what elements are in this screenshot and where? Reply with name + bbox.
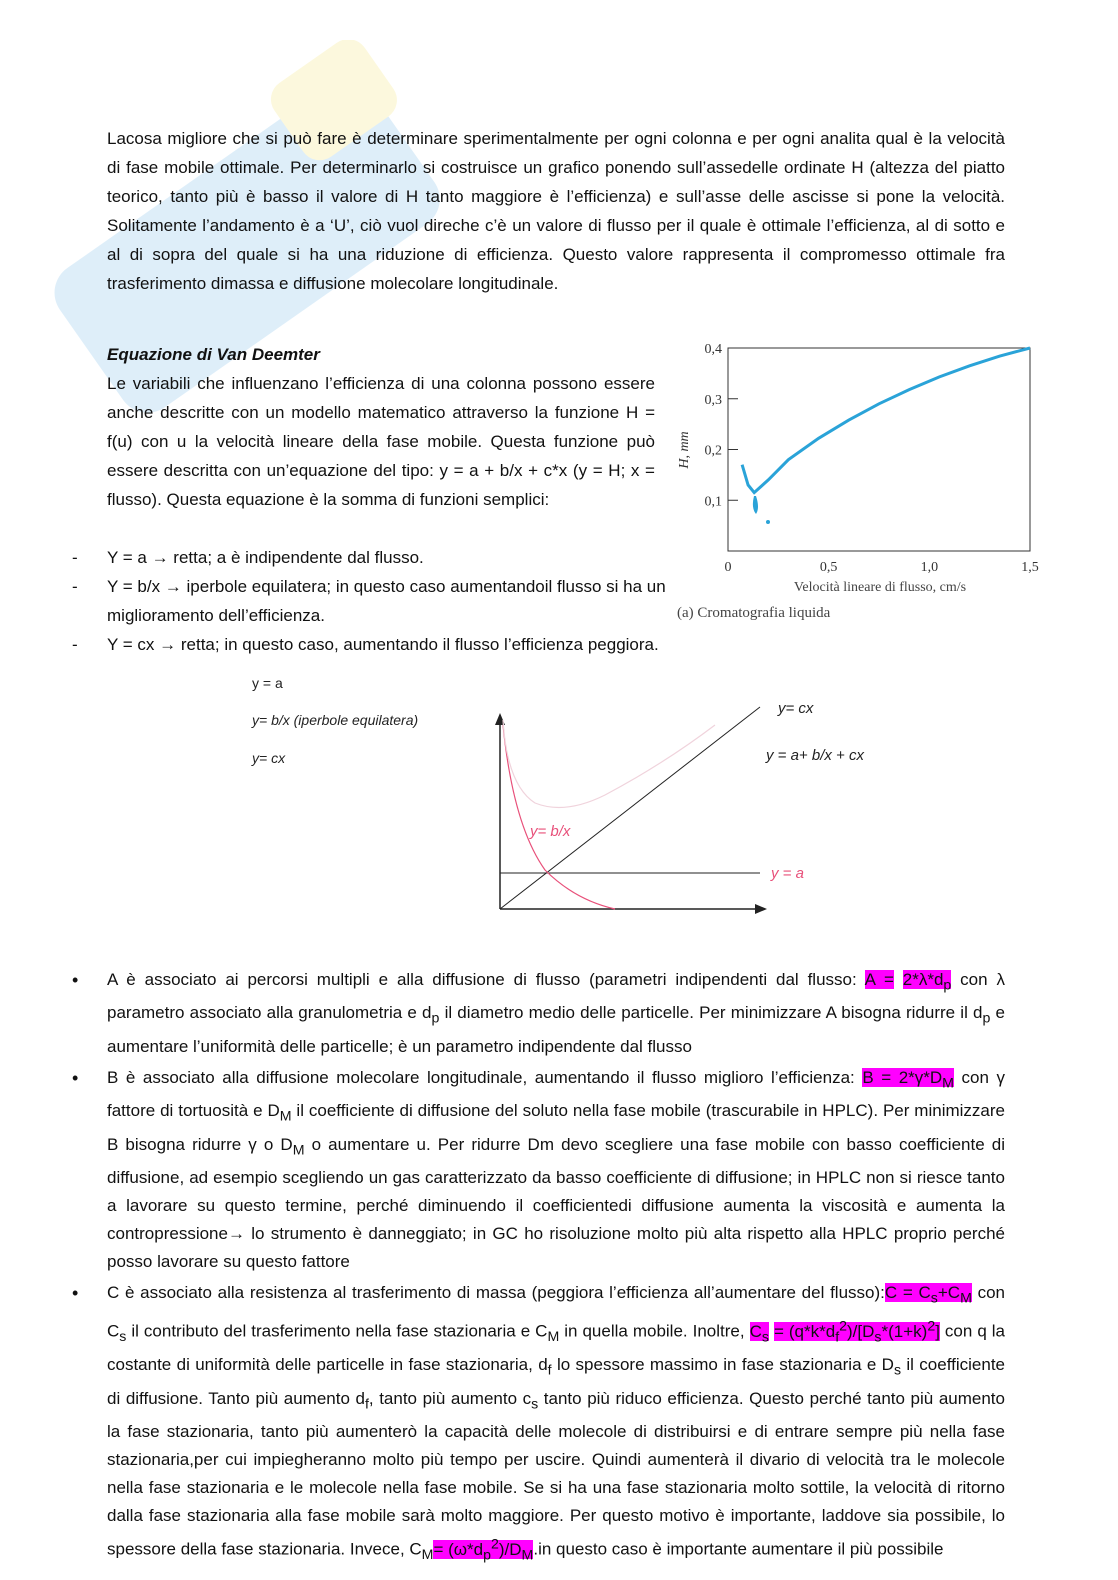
bullet-c bbox=[72, 1279, 1005, 1569]
bullet-text: A è associato ai percorsi multipli e alla diffusione di flusso (parametri indipendenti dal flusso: $A = 2*\lambda*d_p$ con λ parametro associato alla granulometria e $d_p$ il diametro medio delle particelle. Per minimizzare A bisogna ridurre il $d_p$ e aumentare l’uniformità delle particelle; è un parametro indipendente dal flusso bbox=[107, 970, 1005, 1056]
line-cx bbox=[500, 707, 760, 909]
label-a: y = a bbox=[771, 865, 804, 882]
y-axis-label: H, mm bbox=[677, 431, 692, 469]
list-item bbox=[72, 543, 722, 572]
bullet-b bbox=[72, 1064, 1005, 1276]
list-item bbox=[72, 572, 682, 630]
bullet-text: B è associato alla diffusione molecolare longitudinale, aumentando il flusso miglioro l’efficienza: $B = 2*\gamma*D_M$ con γ fattore di tortuosità e $D_M$ il coefficiente di diffusione del soluto nella fase mobile (trascurabile in HPLC). Per minimizzare B bisogna ridurre γ o $D_M$ o aumentare u. Per ridurre Dm devo scegliere una fase mobile con basso coefficiente di diffusione, ad esempio scegliendo un gas caratterizzato da basso coefficiente di diffusione; in HPLC non si riesce tanto a lavorare su questo termine, perché diminuendo il coefficientedi diffusione aumenta la viscosità e aumenta la contropressione→ lo strumento è danneggiato; in GC ho risoluzione molto più alta rispetto alla HPLC proprio perché posso lavorare su questo fattore bbox=[107, 1067, 1005, 1271]
dash-marker: - bbox=[72, 577, 78, 596]
label-bx: y= b/x bbox=[530, 823, 571, 840]
x-tick-label: 1,0 bbox=[920, 560, 939, 575]
bullet-a bbox=[72, 966, 1005, 1061]
x-axis-arrow bbox=[755, 904, 767, 914]
legend-item: y = a bbox=[252, 675, 283, 691]
label-cx: y= cx bbox=[778, 700, 814, 717]
van-deemter-chart bbox=[672, 336, 1052, 626]
x-tick-label: 0,5 bbox=[819, 560, 838, 575]
bullet-marker: • bbox=[72, 1067, 79, 1088]
dash-list bbox=[72, 543, 722, 659]
curve-sum bbox=[503, 720, 715, 808]
list-item-text: Y = a → retta; a è indipendente dal flusso. bbox=[107, 548, 424, 567]
legend-item: y= cx bbox=[252, 750, 286, 766]
x-tick-label: 1,5 bbox=[1021, 560, 1039, 575]
y-tick-label: 0,2 bbox=[704, 443, 722, 459]
bullet-list bbox=[72, 966, 1005, 1572]
list-item-text: Y = b/x → iperbole equilatera; in questo caso aumentandoil flusso si ha un miglioramento dell’efficienza. bbox=[107, 577, 666, 625]
plot-frame bbox=[728, 348, 1030, 551]
y-tick-label: 0,1 bbox=[704, 494, 722, 510]
dash-marker: - bbox=[72, 635, 78, 654]
list-item bbox=[72, 630, 722, 659]
curve-bx bbox=[503, 725, 615, 909]
y-tick-label: 0,4 bbox=[704, 342, 722, 357]
dash-marker: - bbox=[72, 548, 78, 567]
legend-item: y= b/x (iperbole equilatera) bbox=[252, 712, 419, 728]
list-item-text: Y = cx → retta; in questo caso, aumentando il flusso l’efficienza peggiora. bbox=[107, 635, 659, 654]
chart-caption: (a) Cromatografia liquida bbox=[677, 605, 831, 621]
section-body: Le variabili che influenzano l’efficienza di una colonna possono essere anche descritte con un modello matematico attraverso la funzione H = f(u) con u la velocità lineare della fase mobile. Questa funzione può essere descritta con un’equazione del tipo: y = a + b/x + c*x (y = H; x = flusso). Questa equazione è la somma di funzioni semplici: bbox=[107, 374, 655, 509]
y-tick-label: 0,3 bbox=[704, 392, 722, 408]
data-blob bbox=[753, 496, 758, 514]
series-line bbox=[742, 348, 1030, 493]
bullet-marker: • bbox=[72, 1282, 79, 1303]
x-tick-label: 0 bbox=[724, 560, 732, 575]
section-title: Equazione di Van Deemter bbox=[107, 345, 320, 364]
model-figure bbox=[245, 665, 905, 925]
intro-paragraph: Lacosa migliore che si può fare è determinare sperimentalmente per ogni colonna e per ogni analita qual è la velocità di fase mobile ottimale. Per determinarlo si costruisce un grafico ponendo sull’assedelle ordinate H (altezza del piatto teorico, tanto più è basso il valore di H tanto maggiore è l’efficienza) e sull’asse delle ascisse si pone la velocità. Solitamente l’andamento è a ‘U’, ciò vuol direche c’è un valore di flusso per il quale è ottimale l’efficienza, al di sotto e al di sopra del quale si ha una riduzione di efficienza. Questo valore rappresenta il compromesso ottimale fra trasferimento dimassa e diffusione molecolare longitudinale. bbox=[107, 129, 1005, 293]
label-sum: y = a+ b/x + cx bbox=[766, 747, 864, 764]
bullet-marker: • bbox=[72, 970, 79, 990]
bullet-text: C è associato alla resistenza al trasferimento di massa (peggiora l’efficienza all’aumentare del flusso):C = $C_s+C_M$ con $C_s$ il contributo del trasferimento nella fase stazionaria e $C_M$ in quella mobile. Inoltre, $C_s = (q*k*d_f^2)/[D_s*(1+k)^2]$ con q la costante di uniformità delle particelle in fase stazionaria, $d_f$ lo spessore massimo in fase stazionaria e $D_s$ il coefficiente di diffusione. Tanto più aumento $d_f$, tanto più aumento $c_s$ tanto più riduco efficienza. Questo perché tanto più aumento la fase stazionaria, tanto più aumenterò la capacità delle molecole di distribuirsi e di entrare sempre più nella fase stazionaria,per cui impiegheranno molto più tempo per uscire. Quindi aumenterà il divario di velocità tra le molecole nella fase stazionaria e le molecole nella fase mobile. Se si ha una fase stazionaria molto sottile, la velocità di ritorno dalla fase stazionaria alla fase mobile sarà molto maggiore. Per questo motivo è importante, laddove sia possibile, lo spessore della fase stazionaria. Invece, $C_M= (\omega*d_p^2)/D_M.in$ questo caso è importante aumentare il più possibile bbox=[107, 1282, 1006, 1564]
x-axis-label: Velocità lineare di flusso, cm/s bbox=[793, 580, 967, 595]
data-dot bbox=[766, 520, 770, 524]
